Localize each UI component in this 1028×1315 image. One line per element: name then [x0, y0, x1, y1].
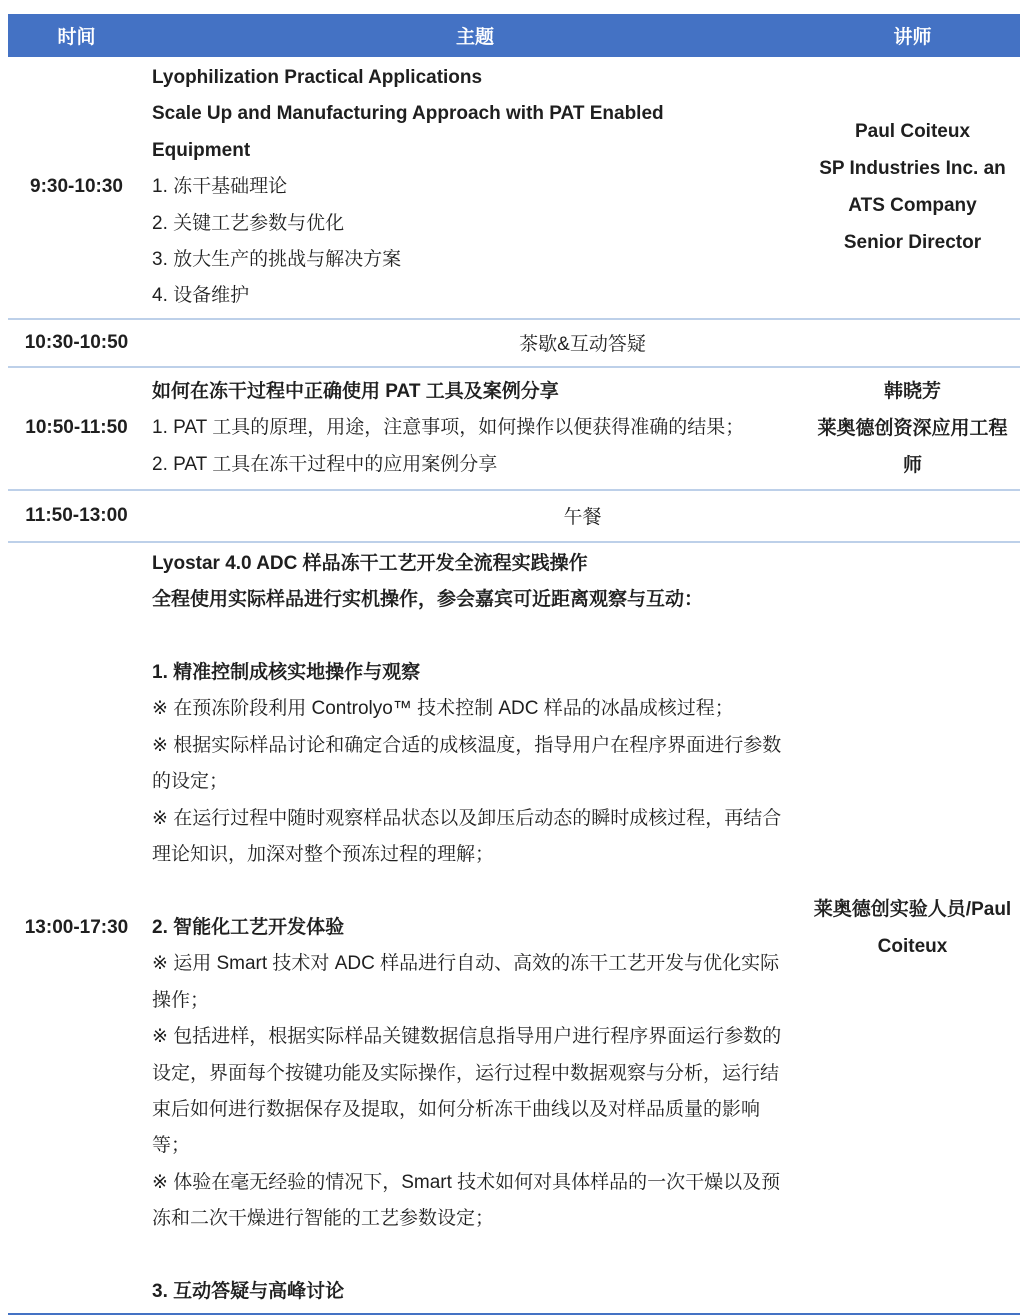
topic-line: ※ 根据实际样品讨论和确定合适的成核温度，指导用户在程序界面进行参数	[152, 734, 782, 756]
topic-line: ※ 在运行过程中随时观察样品状态以及卸压后动态的瞬时成核过程，再结合	[152, 807, 782, 829]
topic-line: Lyophilization Practical Applications	[152, 67, 483, 88]
speaker-cell	[805, 542, 1020, 1315]
table-row-session-2	[8, 367, 1020, 490]
topic-line: 冻和二次干燥进行智能的工艺参数设定；	[152, 1208, 495, 1230]
speaker-line: 韩晓芳	[883, 380, 941, 402]
topic-cell	[145, 57, 805, 319]
topic-line: 2. PAT 工具在冻干过程中的应用案例分享	[152, 453, 498, 475]
speaker-line: ATS Company	[848, 195, 977, 217]
topic-cell	[145, 367, 805, 490]
break-label: 午餐	[145, 490, 1020, 542]
topic-line: Equipment	[152, 139, 251, 161]
time-cell: 13:00-17:30	[8, 542, 145, 1315]
table-header	[8, 14, 1020, 57]
topic-line: 4. 设备维护	[152, 285, 250, 307]
table-row-session-1	[8, 57, 1020, 319]
topic-line: 3. 互动答疑与高峰讨论	[152, 1280, 345, 1302]
topic-line	[152, 874, 793, 910]
topic-cell	[145, 542, 805, 1315]
time-cell: 9:30-10:30	[8, 57, 145, 319]
topic-line: 如何在冻干过程中正确使用 PAT 工具及案例分享	[152, 380, 559, 402]
topic-line: ※ 包括进样，根据实际样品关键数据信息指导用户进行程序界面运行参数的	[152, 1026, 782, 1048]
speaker-line: Paul Coiteux	[854, 121, 971, 143]
table-row-session-3	[8, 542, 1020, 1315]
column-header-topic: 主题	[145, 14, 805, 57]
column-header-time: 时间	[8, 14, 145, 57]
time-cell: 10:30-10:50	[8, 319, 145, 367]
table-row-lunch	[8, 490, 1020, 542]
speaker-line: 莱奥德创实验人员/Paul	[813, 899, 1012, 921]
topic-line: ※ 体验在毫无经验的情况下，Smart 技术如何对具体样品的一次干燥以及预	[152, 1171, 781, 1193]
topic-line: ※ 在预冻阶段利用 Controlyo™ 技术控制 ADC 样品的冰晶成核过程；	[152, 698, 734, 720]
speaker-cell	[805, 57, 1020, 319]
topic-line: Lyostar 4.0 ADC 样品冻干工艺开发全流程实践操作	[152, 552, 588, 574]
speaker-line: Senior Director	[843, 232, 982, 254]
topic-line: 的设定；	[152, 771, 229, 793]
speaker-line: Coiteux	[877, 936, 948, 958]
topic-line: 1. 冻干基础理论	[152, 176, 288, 198]
time-cell: 10:50-11:50	[8, 367, 145, 490]
topic-line: 设定，界面每个按键功能及实际操作，运行过程中数据观察与分析，运行结	[152, 1062, 780, 1084]
speaker-cell	[805, 367, 1020, 490]
topic-line: 束后如何进行数据保存及提取，如何分析冻干曲线以及对样品质量的影响等；	[152, 1098, 761, 1157]
speaker-line: 师	[902, 454, 922, 476]
topic-line: 2. 智能化工艺开发体验	[152, 916, 345, 938]
time-cell: 11:50-13:00	[8, 490, 145, 542]
table-row-tea-break	[8, 319, 1020, 367]
topic-line: 2. 关键工艺参数与优化	[152, 212, 345, 234]
speaker-line: 莱奥德创资深应用工程	[817, 417, 1008, 439]
column-header-speaker: 讲师	[805, 14, 1020, 57]
topic-line: 3. 放大生产的挑战与解决方案	[152, 249, 402, 271]
topic-line: 1. 精准控制成核实地操作与观察	[152, 662, 421, 684]
topic-line: Scale Up and Manufacturing Approach with PAT Enabled	[152, 103, 664, 125]
topic-line: 理论知识，加深对整个预冻过程的理解；	[152, 844, 495, 866]
topic-line: 全程使用实际样品进行实机操作，参会嘉宾可近距离观察与互动：	[152, 589, 704, 611]
agenda-table	[8, 14, 1020, 1315]
header-row	[8, 14, 1020, 57]
speaker-line: SP Industries Inc. an	[819, 158, 1006, 180]
topic-line	[152, 619, 793, 655]
topic-line: ※ 运用 Smart 技术对 ADC 样品进行自动、高效的冻干工艺开发与优化实际	[152, 953, 780, 975]
break-label: 茶歇&互动答疑	[145, 319, 1020, 367]
topic-line	[152, 1238, 793, 1274]
topic-line: 操作；	[152, 989, 210, 1011]
topic-line: 1. PAT 工具的原理，用途，注意事项，如何操作以便获得准确的结果；	[152, 417, 745, 439]
